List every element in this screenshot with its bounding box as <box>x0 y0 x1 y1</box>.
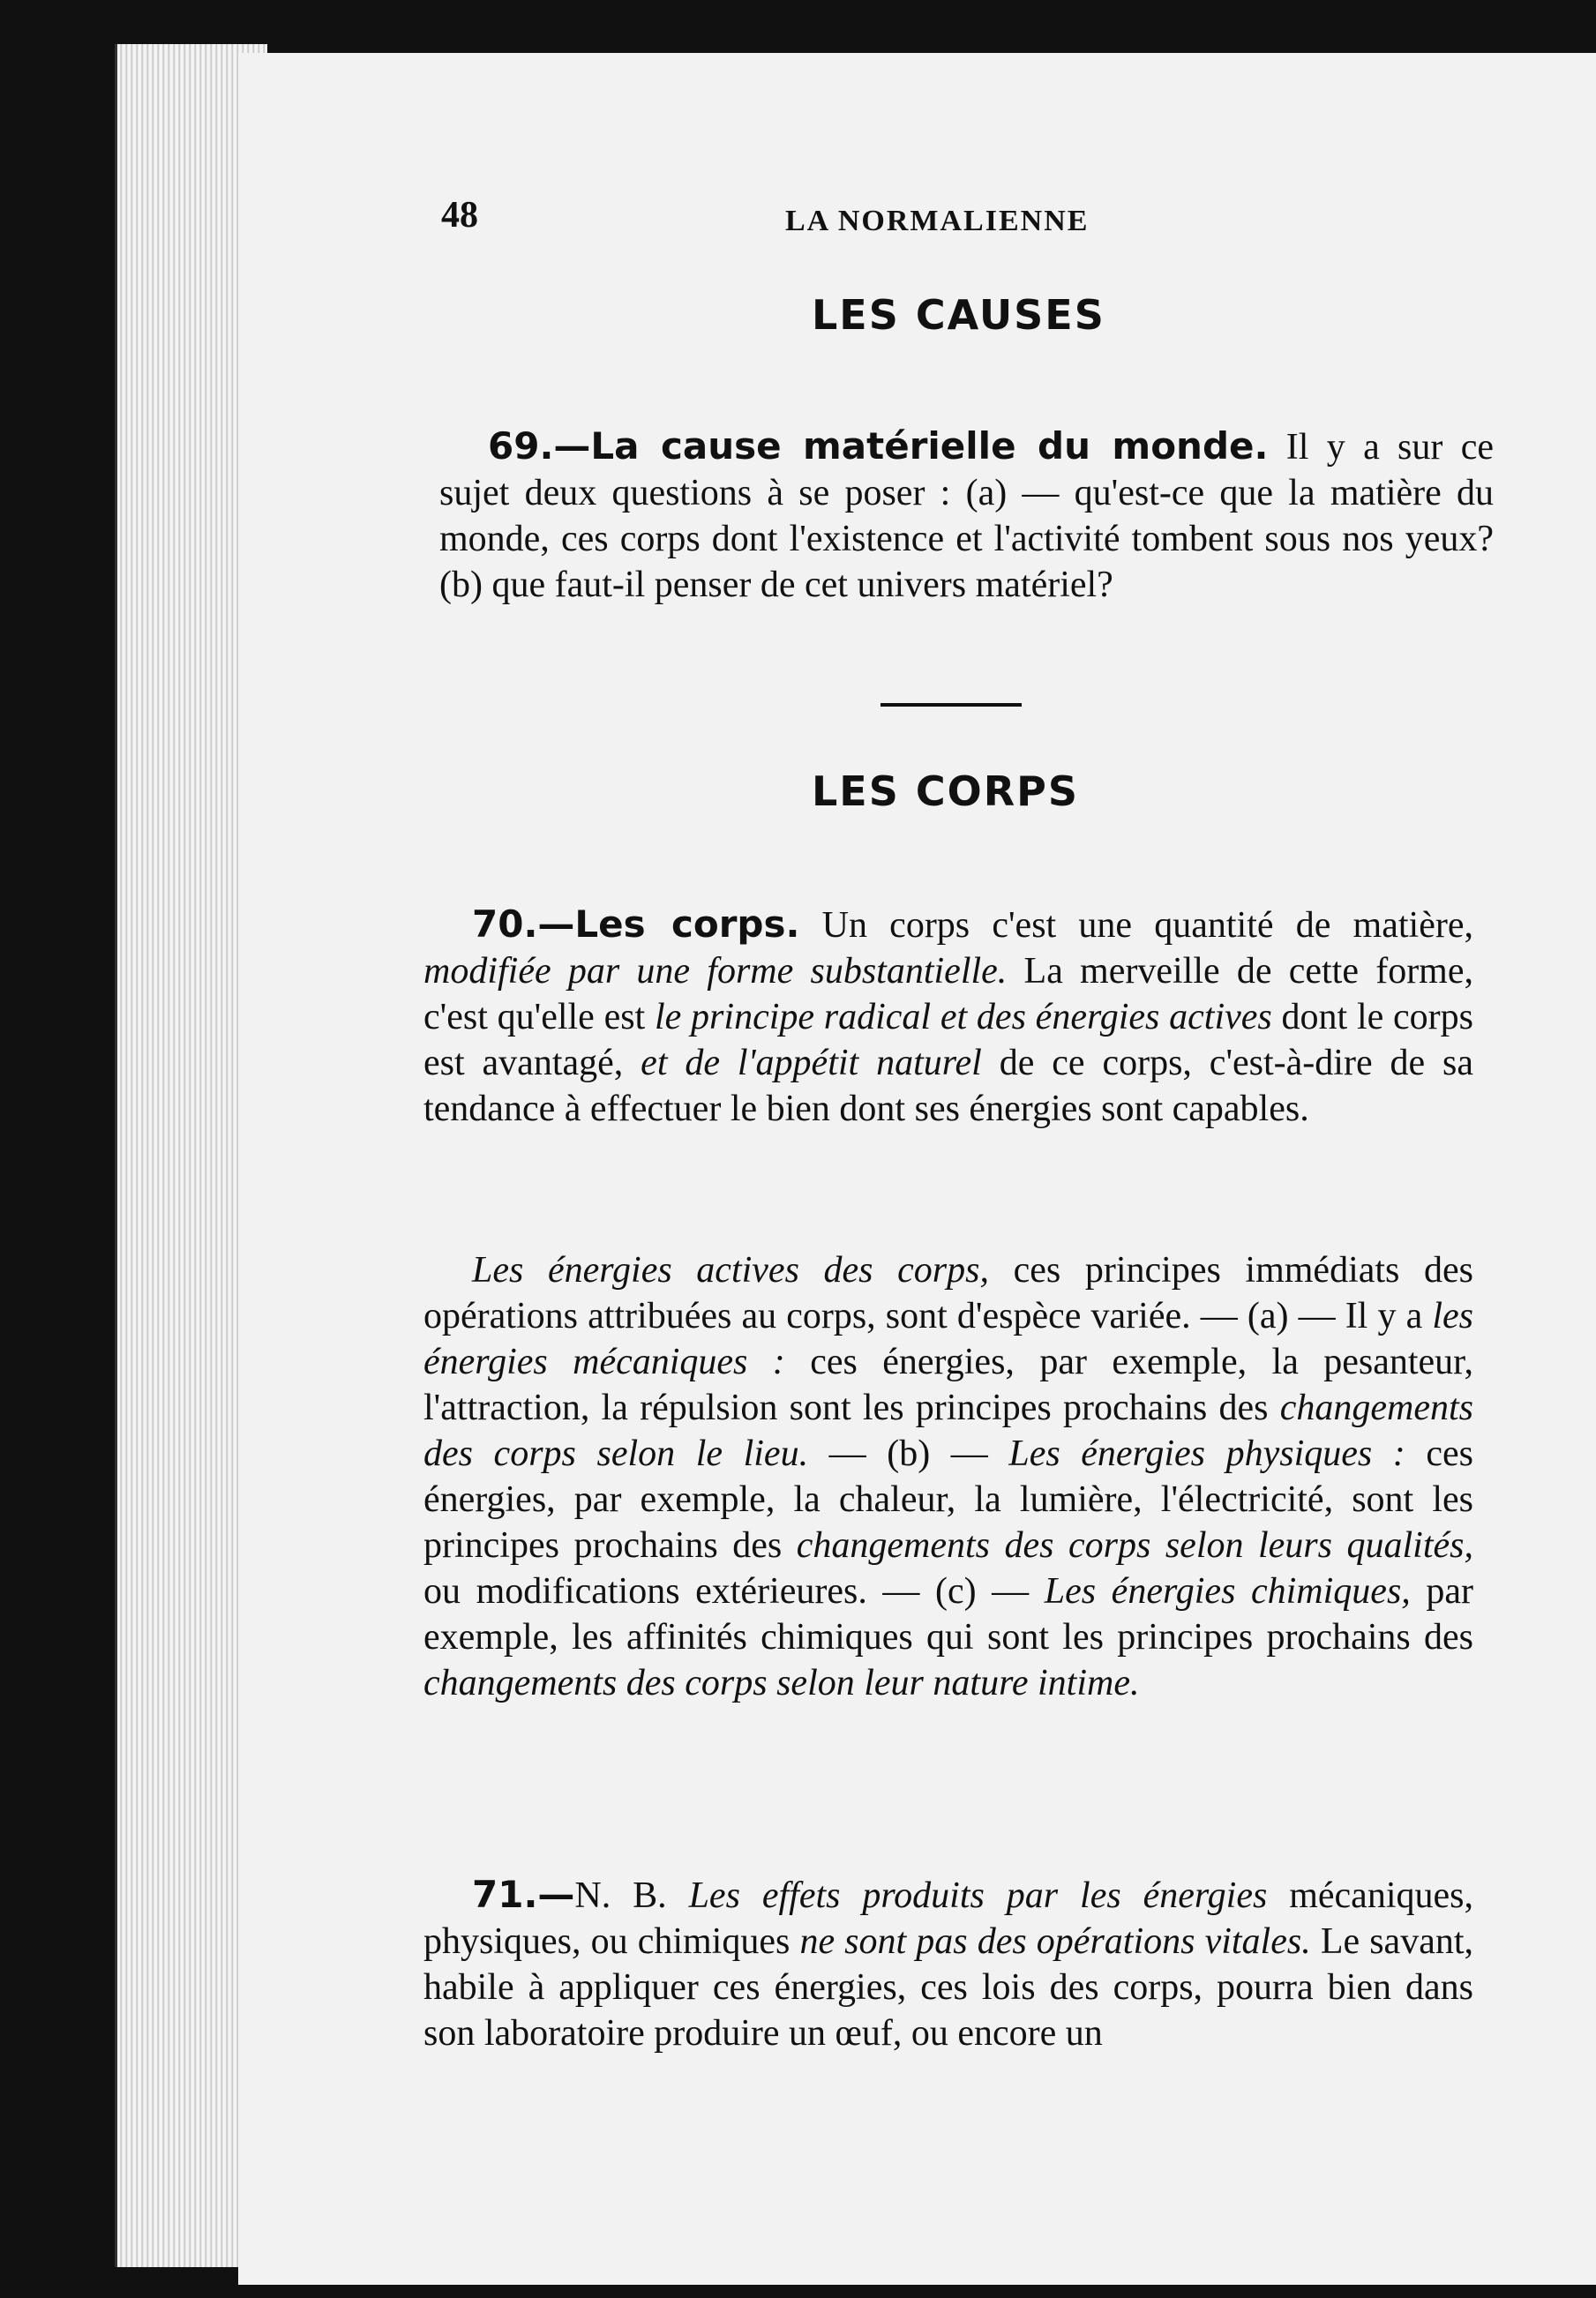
paragraph-title: La cause matérielle du monde. <box>590 424 1269 468</box>
paragraph-title: Les corps. <box>574 902 800 946</box>
paragraph-text: Le savant, habile à appliquer ces énergies, ces lois des corps, pourra bien dans son laboratoire produire un œuf, ou encore un <box>423 1921 1474 2054</box>
paragraph-number: 71.— <box>472 1873 575 1916</box>
paragraph-text: Il y a sur ce sujet deux questions à se poser : (a) — qu'est-ce que la matière du monde, ces corps dont l'existence et l'activité tombent sous nos yeux? (b) que faut-il penser de cet univers matériel? <box>439 427 1494 605</box>
italic-text: le principe radical et des énergies actives <box>654 997 1272 1037</box>
italic-text: modifiée par une forme substantielle. <box>423 951 1008 992</box>
paragraph-text: de ce corps, c'est-à-dire de sa tendance à effectuer le bien dont ses énergies sont capables. <box>423 1043 1473 1129</box>
section-title-causes: LES CAUSES <box>812 291 1105 339</box>
section-divider <box>880 703 1022 707</box>
paragraph-text: ces principes immédiats des opérations attribuées au corps, sont d'espèce variée. — (a) — Il y a <box>423 1250 1473 1336</box>
italic-text: Les énergies chimiques, <box>1044 1571 1411 1612</box>
italic-text: les énergies mécaniques : <box>423 1296 1473 1382</box>
italic-text: Les énergies physiques : <box>1008 1433 1405 1474</box>
italic-text: Les énergies actives des corps, <box>472 1250 989 1291</box>
paragraph-text: ou modifications extérieures. — (c) — <box>423 1571 1045 1612</box>
paragraph-text: N. B. <box>574 1875 689 1916</box>
italic-text: et de l'appétit naturel <box>641 1043 982 1083</box>
italic-text: Les effets produits par les énergies <box>688 1875 1268 1916</box>
page-number: 48 <box>441 195 478 236</box>
paragraph-text: La merveille de cette forme, c'est qu'elle est <box>423 951 1473 1037</box>
paragraph-text: — (b) — <box>808 1433 1009 1474</box>
italic-text: changements des corps selon le lieu. <box>423 1388 1473 1474</box>
italic-text: changements des corps selon leur nature intime. <box>423 1663 1140 1703</box>
paragraph-69 <box>439 423 1494 608</box>
paragraph-number: 69.— <box>488 424 591 468</box>
italic-text: changements des corps selon leurs qualités, <box>796 1525 1473 1566</box>
paragraph-text: ces énergies, par exemple, la chaleur, la lumière, l'électricité, sont les principes prochains des <box>423 1433 1474 1566</box>
italic-text: ne sont pas des opérations vitales. <box>799 1921 1311 1962</box>
paragraph-text: ces énergies, par exemple, la pesanteur, l'attraction, la répulsion sont les principes prochains des <box>423 1342 1473 1428</box>
running-head <box>441 194 1491 247</box>
paragraph-70 <box>423 902 1473 1132</box>
paragraph-text: Un corps c'est une quantité de matière, <box>799 905 1473 946</box>
paragraph-text: dont le corps est avantagé, <box>423 997 1473 1083</box>
paragraph-text: mécaniques, physiques, ou chimiques <box>423 1875 1473 1962</box>
paragraph-energies <box>423 1247 1473 1706</box>
section-title-corps: LES CORPS <box>812 767 1080 815</box>
running-title: LA NORMALIENNE <box>785 205 1090 237</box>
paragraph-text: par exemple, les affinités chimiques qui sont les principes prochains des <box>423 1571 1474 1658</box>
paragraph-71 <box>423 1872 1473 2056</box>
paragraph-number: 70.— <box>472 902 575 946</box>
